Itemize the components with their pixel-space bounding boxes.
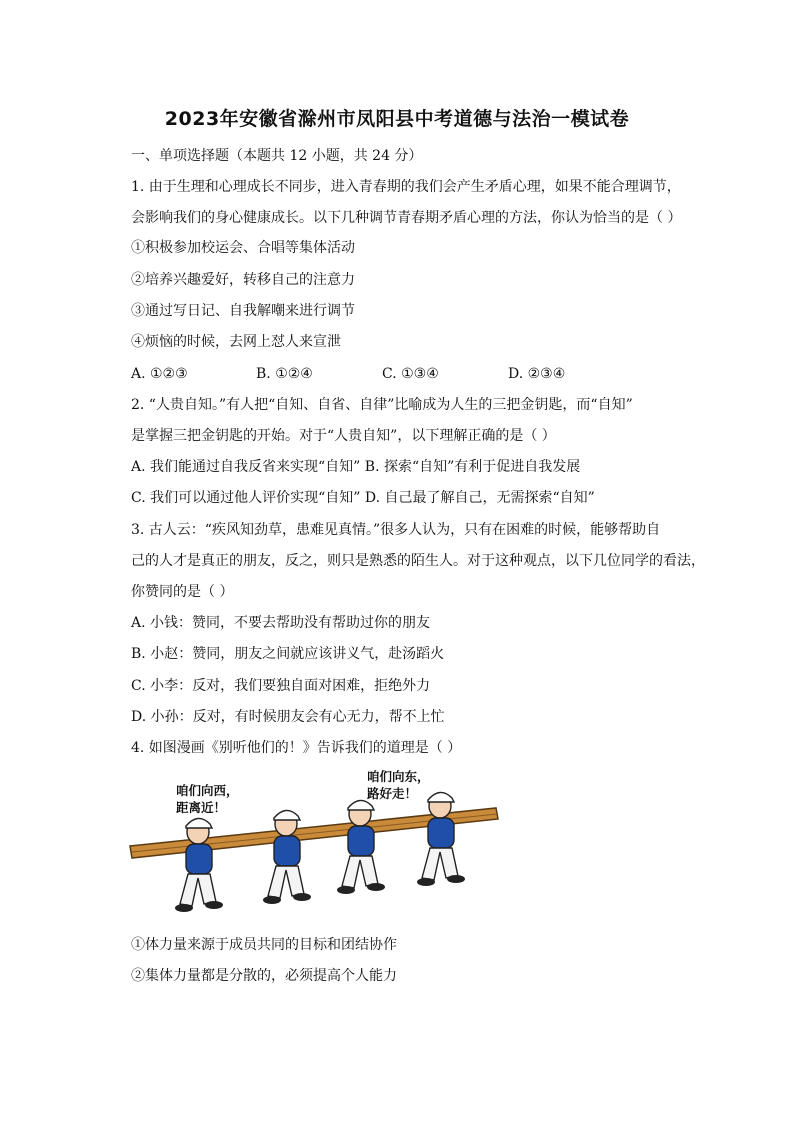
q1-option-a: A. ①②③ <box>131 366 188 382</box>
q1-option-d: D. ②③④ <box>508 366 566 382</box>
q1-item-2: ②培养兴趣爱好，转移自己的注意力 <box>131 272 355 288</box>
speech-bubble-right: 咱们向东， 路好走！ <box>367 769 430 801</box>
q3-option-b: B. 小赵：赞同，朋友之间就应该讲义气，赴汤蹈火 <box>131 646 445 662</box>
speech-bubble-left: 咱们向西， 距离近！ <box>176 783 239 815</box>
q2-options-cd: C. 我们可以通过他人评价实现“自知” D. 自己最了解自己，无需探索“自知” <box>131 490 595 506</box>
q4-stem: 4. 如图漫画《别听他们的！》告诉我们的道理是（ ） <box>131 740 462 756</box>
q1-item-3: ③通过写日记、自我解嘲来进行调节 <box>131 303 355 319</box>
exam-title: 2023年安徽省滁州市凤阳县中考道德与法治一模试卷 <box>164 108 630 130</box>
q1-item-4: ④烦恼的时候，去网上怼人来宣泄 <box>131 334 341 350</box>
q3-option-d: D. 小孙：反对，有时候朋友会有心无力，帮不上忙 <box>131 709 445 725</box>
worker-4 <box>417 792 465 886</box>
q1-option-b: B. ①②④ <box>256 366 313 382</box>
q4-item-1: ①体力量来源于成员共同的目标和团结协作 <box>131 937 397 953</box>
q2-options-ab: A. 我们能通过自我反省来实现“自知” B. 探索“自知”有利于促进自我发展 <box>131 459 581 475</box>
q3-stem-line3: 你赞同的是（ ） <box>131 584 234 600</box>
q3-stem-line2: 己的人才是真正的朋友，反之，则只是熟悉的陌生人。对于这种观点，以下几位同学的看法， <box>131 553 705 569</box>
q3-stem-line1: 3. 古人云：“疾风知劲草，患难见真情。”很多人认为，只有在困难的时候，能够帮助自 <box>131 522 661 538</box>
q4-item-2: ②集体力量都是分散的，必须提高个人能力 <box>131 968 397 984</box>
worker-2 <box>263 810 311 904</box>
q1-item-1: ①积极参加校运会、合唱等集体活动 <box>131 240 355 256</box>
q2-stem-line2: 是掌握三把金钥匙的开始。对于“人贵自知”，以下理解正确的是（ ） <box>131 428 556 444</box>
q1-stem-line2: 会影响我们的身心健康成长。以下几种调节青春期矛盾心理的方法，你认为恰当的是（ ） <box>131 210 682 226</box>
worker-3 <box>337 800 385 894</box>
q2-stem-line1: 2. “人贵自知。”有人把“自知、自省、自律”比喻成为人生的三把金钥匙，而“自知” <box>131 397 633 413</box>
section-heading: 一、单项选择题（本题共 12 小题，共 24 分） <box>131 148 423 164</box>
q1-stem-line1: 1. 由于生理和心理成长不同步，进入青春期的我们会产生矛盾心理，如果不能合理调节， <box>131 179 681 195</box>
q3-option-c: C. 小李：反对，我们要独自面对困难，拒绝外力 <box>131 678 431 694</box>
worker-1 <box>175 818 223 912</box>
q1-option-c: C. ①③④ <box>382 366 439 382</box>
q3-option-a: A. 小钱：赞同，不要去帮助没有帮助过你的朋友 <box>131 615 431 631</box>
cartoon-illustration <box>128 764 500 920</box>
